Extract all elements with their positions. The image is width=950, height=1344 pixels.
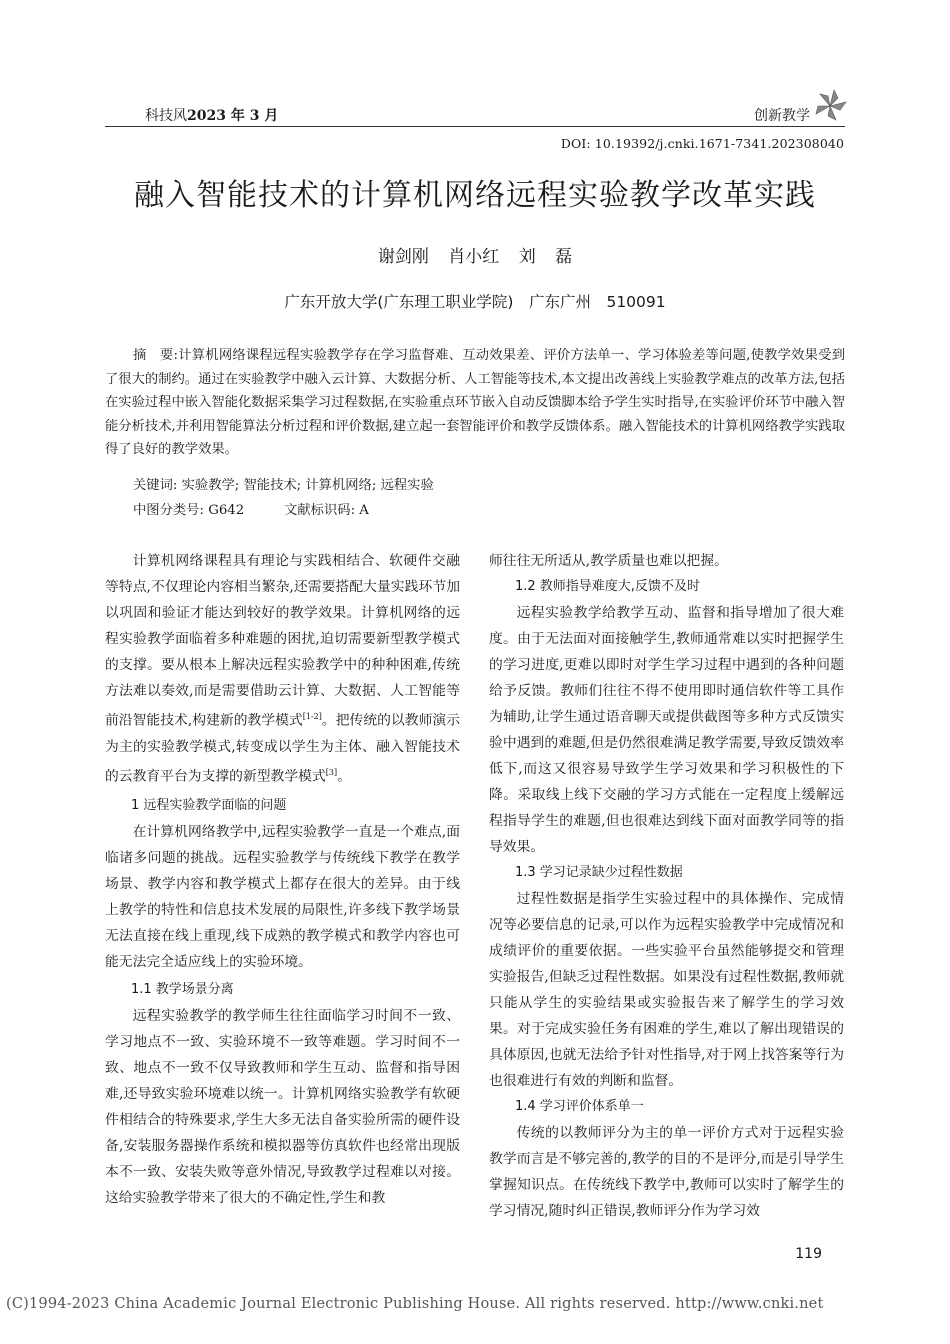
continued-paragraph: 师往往无所适从,教学质量也难以把握。 (489, 553, 728, 569)
issue-date: 2023 年 3 月 (187, 108, 279, 124)
keywords: 关键词: 实验教学; 智能技术; 计算机网络; 远程实验 (133, 478, 434, 493)
right-column (489, 548, 844, 1224)
classification: 中图分类号: G642 文献标识码: A (133, 503, 369, 518)
abstract-text: 计算机网络课程远程实验教学存在学习监督难、互动效果差、评价方法单一、学习体验差等问题,使教学效果受到了很大的制约。通过在实验教学中融入云计算、大数据分析、人工智能等技术,本文提出改善线上实验教学难点的改革方法,包括在实验过程中嵌入智能化数据采集学习过程数据,在实验重点环节嵌入自动反馈脚本给予学生实时指导,在实验评价环节中融入智能分析技术,并利用智能算法分析过程和评价数据,建立起一套智能评价和教学反馈体系。融入智能技术的计算机网络教学实践取得了良好的教学效果。 (105, 348, 845, 457)
section-1-2-paragraph: 远程实验教学给教学互动、监督和指导增加了很大难度。由于无法面对面接触学生,教师通常难以实时把握学生的学习进度,更难以即时对学生学习过程中遇到的各种问题给予反馈。教师们往往不得不使用即时通信软件等工具作为辅助,让学生通过语音聊天或提供截图等多种方式反馈实验中遇到的难题,但是仍然很难满足教学需要,导致反馈效率低下,而这又很容易导致学生学习效果和学习积极性的下降。采取线上线下交融的学习方式能在一定程度上缓解远程指导学生的难题,但也很难达到线下面对面教学同等的指导效果。 (489, 605, 844, 855)
journal-header (145, 105, 278, 125)
page-number: 119 (795, 1246, 822, 1262)
section-heading-1-2: 1.2 教师指导难度大,反馈不及时 (515, 579, 700, 594)
left-column (105, 548, 460, 1211)
authors: 谢剑刚 肖小红 刘 磊 (377, 247, 573, 267)
copyright-footer: (C)1994-2023 China Academic Journal Electronic Publishing House. All rights reserved. http://www.cnki.net (6, 1296, 824, 1312)
abstract-label: 摘 要: (133, 348, 179, 363)
abstract (105, 344, 845, 462)
section-1-3-paragraph: 过程性数据是指学生实验过程中的具体操作、完成情况等必要信息的记录,可以作为远程实验教学中完成情况和成绩评价的重要依据。一些实验平台虽然能够提交和管理实验报告,但缺乏过程性数据。如果没有过程性数据,教师就只能从学生的实验结果或实验报告来了解学生的学习效果。对于完成实验任务有困难的学生,难以了解出现错误的具体原因,也就无法给予针对性指导,对于网上找答案等行为也很难进行有效的判断和监督。 (489, 891, 844, 1089)
section-1-4-paragraph: 传统的以教师评分为主的单一评价方式对于远程实验教学而言是不够完善的,教学的目的不是评分,而是引导学生掌握知识点。在传统线下教学中,教师可以实时了解学生的学习情况,随时纠正错误,教师评分作为学习效 (489, 1125, 844, 1219)
pinwheel-logo-icon (812, 88, 848, 124)
section-1-paragraph: 在计算机网络教学中,远程实验教学一直是一个难点,面临诸多问题的挑战。远程实验教学与传统线下教学在教学场景、教学内容和教学模式上都存在很大的差异。由于线上教学的特性和信息技术发展的局限性,许多线下教学场景无法直接在线上重现,线下成熟的教学模式和教学内容也可能无法完全适应线上的实验环境。 (105, 824, 460, 971)
section-heading-1-3: 1.3 学习记录缺少过程性数据 (515, 865, 683, 880)
journal-name: 科技风 (145, 108, 187, 124)
intro-paragraph: 计算机网络课程具有理论与实践相结合、软硬件交融等特点,不仅理论内容相当繁杂,还需要搭配大量实践环节加以巩固和验证才能达到较好的教学效果。计算机网络的远程实验教学面临着多种难题的困扰,迫切需要新型教学模式的支撑。要从根本上解决远程实验教学中的种种困难,传统方法难以奏效,而是需要借助云计算、大数据、人工智能等前沿智能技术,构建新的教学模式[1-2]。把传统的以教师演示为主的实验教学模式,转变成以学生为主体、融入智能技术的云教育平台为支撑的新型教学模式[3]。 (105, 553, 461, 785)
affiliation: 广东开放大学(广东理工职业学院) 广东广州 510091 (284, 293, 666, 311)
header-rule (105, 126, 845, 127)
section-heading-1-1: 1.1 教学场景分离 (131, 982, 234, 998)
citation: [1-2] (302, 712, 322, 721)
citation: [3] (325, 767, 338, 777)
section-1-1-paragraph: 远程实验教学的教学师生往往面临学习时间不一致、学习地点不一致、实验环境不一致等难题。学习时间不一致、地点不一致不仅导致教师和学生互动、监督和指导困难,还导致实验环境难以统一。计算机网络实验教学有软硬件相结合的特殊要求,学生大多无法自备实验所需的硬件设备,安装服务器操作系统和模拟器等仿真软件也经常出现版本不一致、安装失败等意外情况,导致教学过程难以对接。这给实验教学带来了很大的不确定性,学生和教 (105, 1008, 460, 1207)
doi: DOI: 10.19392/j.cnki.1671-7341.202308040 (560, 136, 844, 151)
paper-title: 融入智能技术的计算机网络远程实验教学改革实践 (134, 178, 816, 213)
section-heading-1: 1 远程实验教学面临的问题 (131, 798, 287, 814)
section-heading-1-4: 1.4 学习评价体系单一 (515, 1099, 644, 1114)
column-name: 创新教学 (754, 108, 810, 124)
